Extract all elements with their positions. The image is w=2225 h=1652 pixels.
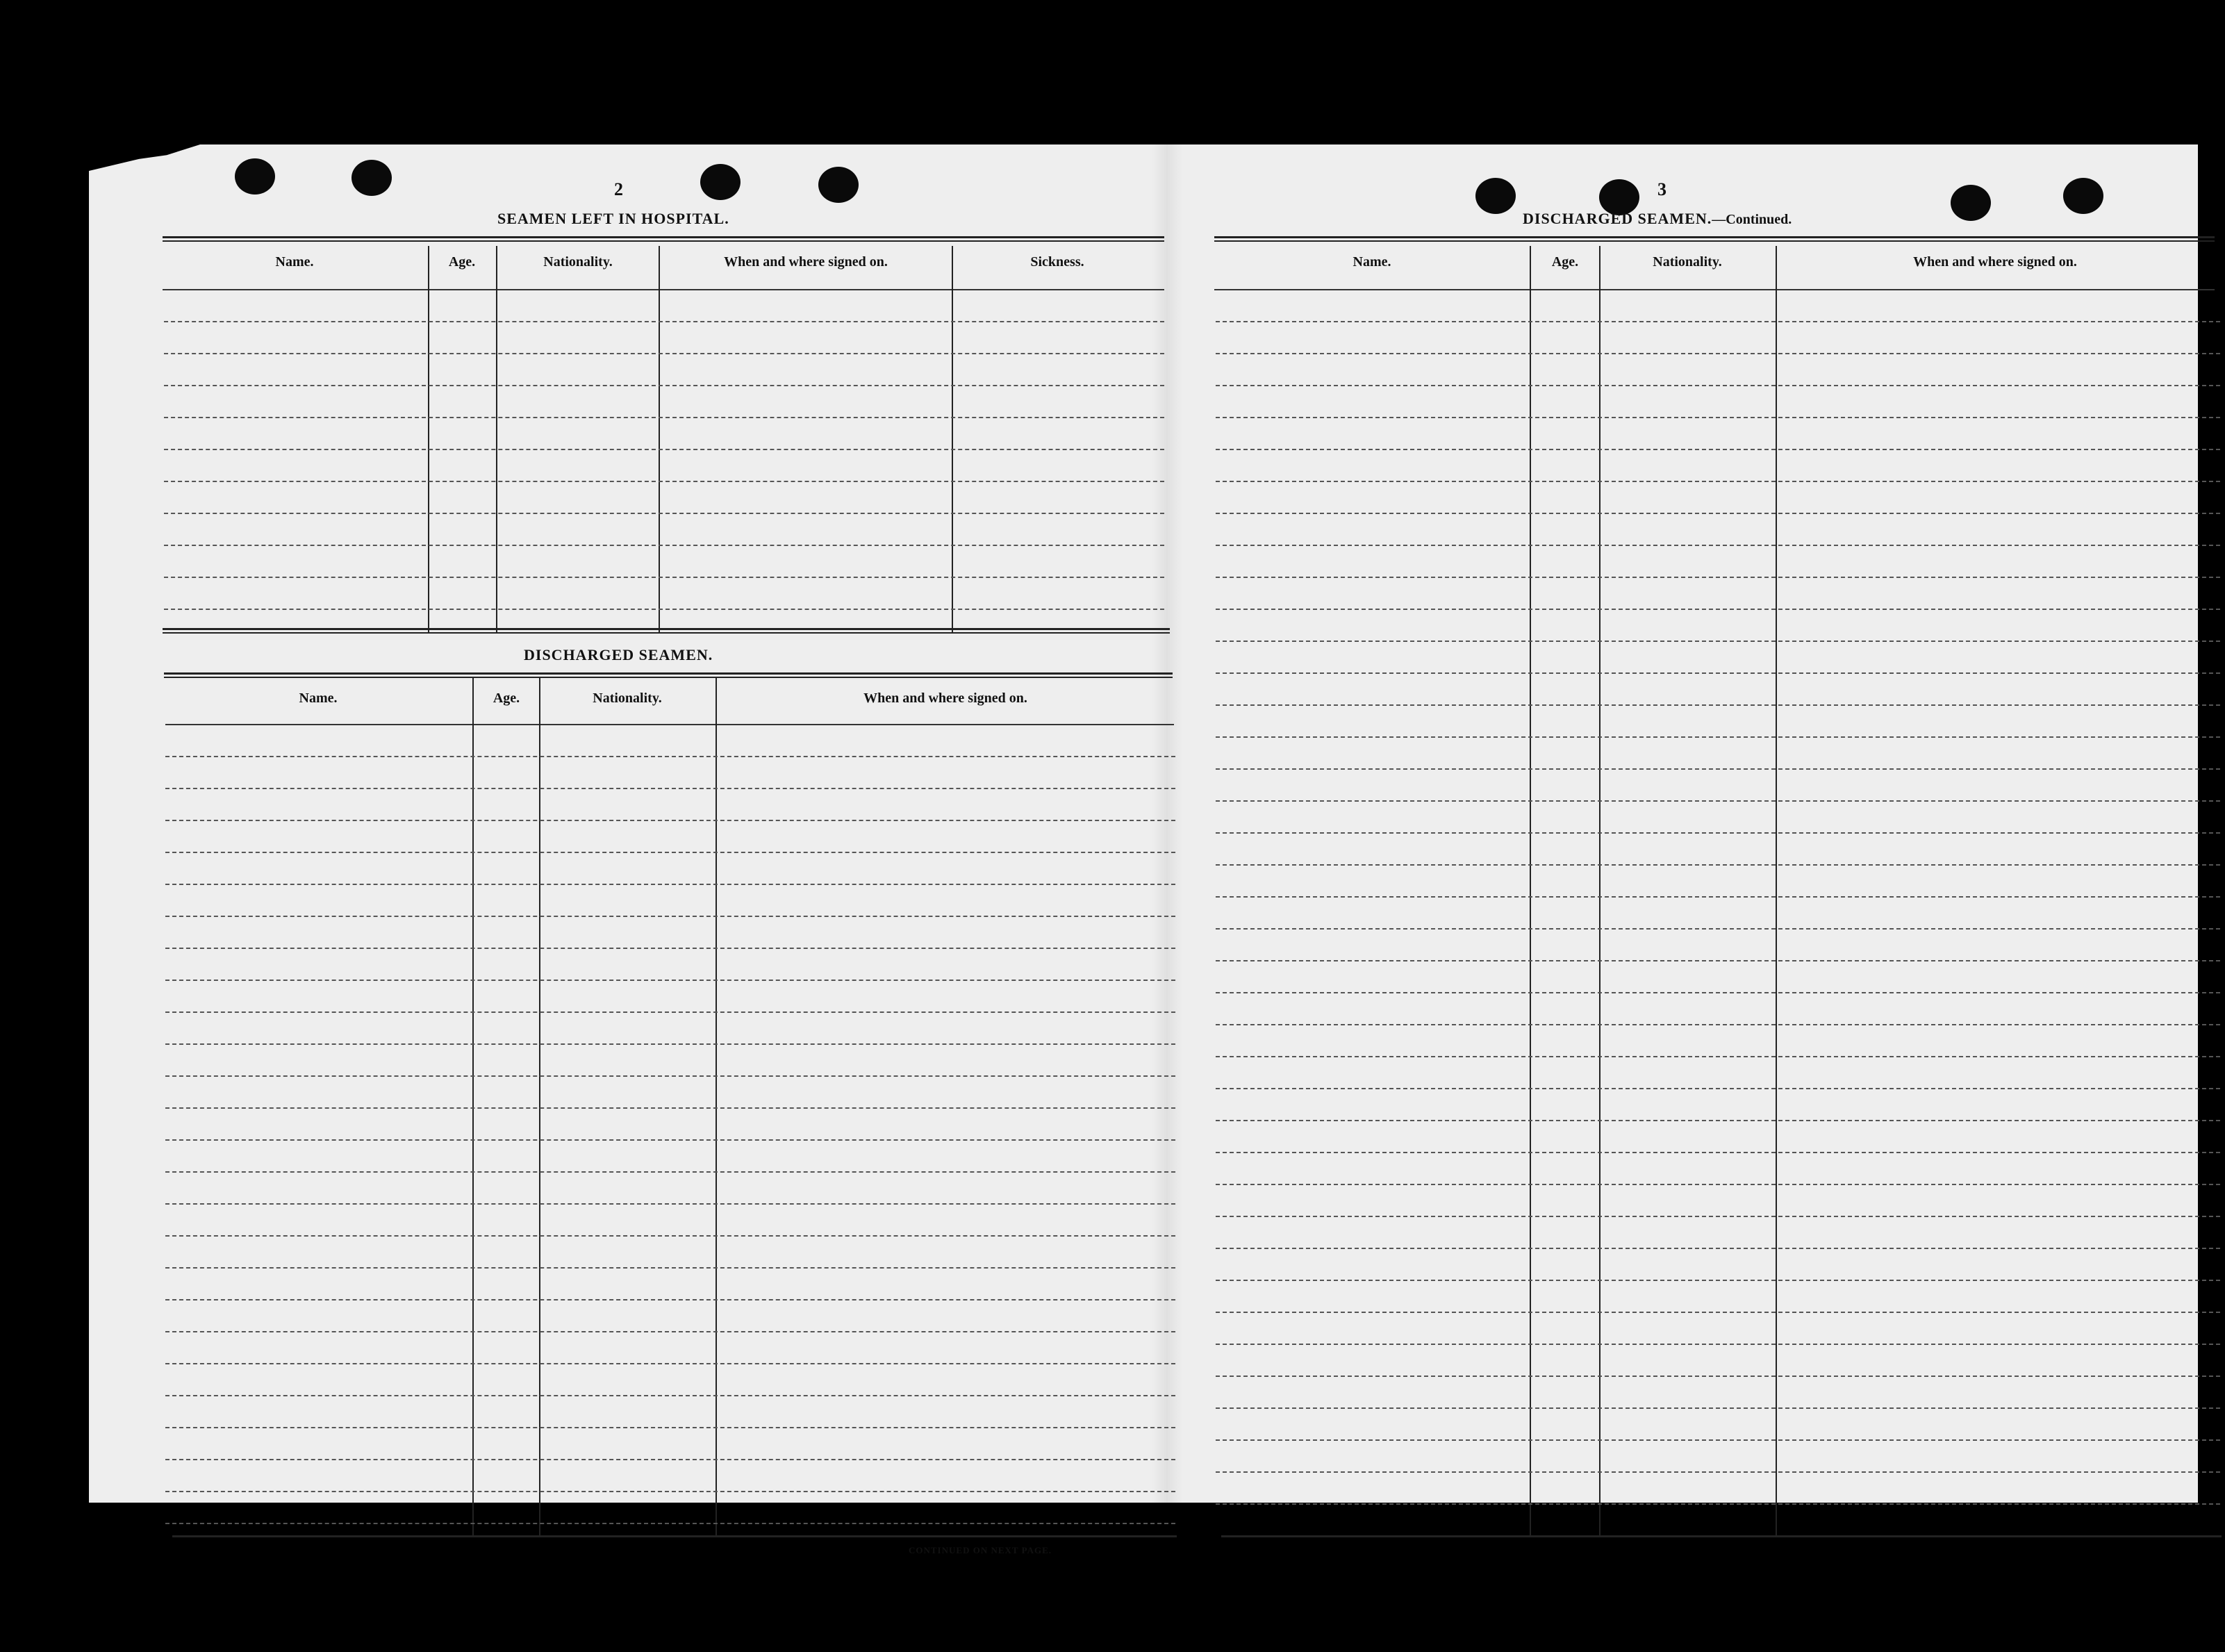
punch-hole [1475,178,1516,214]
punch-hole [351,160,392,196]
discharged-right-col-name: Name. [1353,254,1391,270]
hospital-col-age: Age. [448,254,476,270]
torn-corner [89,144,200,171]
hospital-section-title: SEAMEN LEFT IN HOSPITAL. [497,210,729,227]
hospital-col-name: Name. [275,254,314,270]
discharged-left-col-age: Age. [493,691,520,706]
page-number-right: 3 [1657,179,1666,199]
continued-suffix: —Continued. [1712,212,1792,227]
discharged-left-col-nationality: Nationality. [593,691,662,706]
punch-hole [235,158,275,195]
discharged-right-col-signed-on: When and where signed on. [1913,254,2077,270]
page-number-left: 2 [614,179,623,199]
discharged-left-col-name: Name. [299,691,338,706]
punch-hole [2063,178,2103,214]
discharged-left-col-signed-on: When and where signed on. [863,691,1027,706]
discharged-section-title-right [1523,210,1792,228]
hospital-col-signed-on: When and where signed on. [724,254,888,270]
punch-hole [818,167,859,203]
form-sheet [89,144,2198,1555]
continued-footer: CONTINUED ON NEXT PAGE. [909,1545,1052,1555]
discharged-right-col-age: Age. [1551,254,1579,270]
punch-hole [700,164,741,200]
hospital-col-nationality: Nationality. [543,254,613,270]
hospital-col-sickness: Sickness. [1030,254,1084,270]
discharged-section-title-left: DISCHARGED SEAMEN. [524,646,713,663]
discharged-right-col-nationality: Nationality. [1653,254,1722,270]
punch-hole [1951,185,1991,221]
discharged-title-right: DISCHARGED SEAMEN. [1523,210,1712,227]
